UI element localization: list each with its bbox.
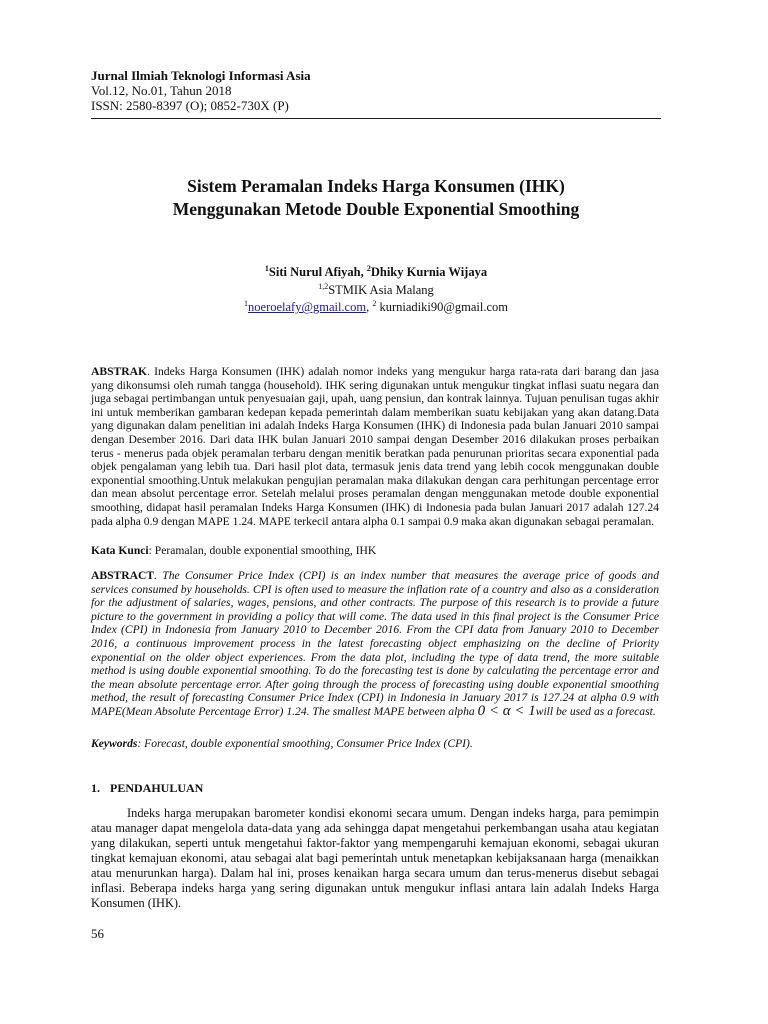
author-name-2: Dhiky Kurnia Wijaya [370,265,488,280]
email-2: kurniadiki90@gmail.com [376,300,508,315]
author-name-1: Siti Nurul Afiyah, [268,265,367,280]
journal-header [91,68,661,113]
paper-title [91,175,661,221]
keywords-label: Keywords [91,737,138,750]
section-title: PENDAHULUAN [110,781,204,795]
email-sup-1: 1 [244,299,249,309]
journal-issn: ISSN: 2580-8397 (O); 0852-730X (P) [91,98,289,113]
abstrak-text: . Indeks Harga Konsumen (IHK) adalah nomor indeks yang mengukur harga rata-rata dari barang dan jasa yang dikonsumsi oleh rumah tangga (household). IHK sering digunakan untuk mengukur tingkat inflasi suatu negara dan juga sebagai pertimbangan untuk penyesuaian gaji, upah, uang pensiun, dan kontrak lainnya. Tujuan penulisan tugas akhir ini untuk memberikan gambaran kedepan kepada pemerintah dalam memberikan suatu kebijakan yang akan datang.Data yang digunakan dalam penelitian ini adalah Indeks Harga Konsumen (IHK) di Indonesia pada bulan Januari 2010 sampai dengan Desember 2016. Dari data IHK bulan Januari 2010 sampai dengan Desember 2016 dilakukan proses perbaikan terus - menerus pada objek peramalan terbaru dengan menitik beratkan pada penurunan prioritas secara exponential pada objek pengalaman yang lebih tua. Dari hasil plot data, termasuk jenis data trend yang lebih cocok menggunakan double exponential smoothing.Untuk melakukan pengujian peramalan maka dilakukan dengan cara perhitungan percentage error dan mean absolut percentage error. Setelah melalui proses peramalan dengan menggunakan metode double exponential smoothing, didapat hasil peramalan Indeks Harga Konsumen (IHK) di Indonesia pada bulan Januari 2017 adalah 127.24 pada alpha 0.9 dengan MAPE 1.24. MAPE terkecil antara alpha 0.1 sampai 0.9 maka akan digunakan sebagai peramalan. [91,365,659,528]
title-line-2: Menggunakan Metode Double Exponential Smoothing [172,199,580,219]
affiliation [91,280,661,298]
title-line-1: Sistem Peramalan Indeks Harga Konsumen (IHK) [187,176,565,196]
email-link-1[interactable]: noeroelafy@gmail.com [248,300,367,315]
header-divider [91,118,661,119]
kata-kunci-text: : Peramalan, double exponential smoothing, IHK [148,544,377,557]
body-paragraph: Indeks harga merupakan barometer kondisi ekonomi secara umum. Dengan indeks harga, para pemimpin atau manager dapat mengelola data-data yang ada sehingga dapat mengetahui perkembangan usaha atau kegiatan yang dilakukan, seperti untuk mengetahui faktor-faktor yang mempengaruhi kemajuan ekonomi, sebagai ukuran tingkat kemajuan ekonomi, atau sebagai alat bagi pemerintah untuk menetapkan kebijaksanaan harga (menaikkan atau menurunkan harga). Dalam hal ini, proses kenaikan harga secara umum dan terus-menerus disebut sebagai inflasi. Beberapa indeks harga yang sering digunakan untuk mengukur inflasi antara lain adalah Indeks Harga Konsumen (IHK). [91,806,659,910]
abstract-paragraph [91,569,659,719]
alpha-range-formula: 0 < α < 1 [477,702,536,719]
keywords [91,737,659,751]
author-names [91,262,661,280]
abstract-label: ABSTRACT [91,569,155,582]
email-separator: , [366,300,373,315]
section-heading [91,781,203,795]
author-sup-2: 2 [366,264,371,273]
affiliation-sup: 1,2 [318,281,329,291]
journal-name: Jurnal Ilmiah Teknologi Informasi Asia [91,68,311,83]
author-block [91,262,661,315]
abstrak-label: ABSTRAK [91,365,148,378]
affiliation-name: STMIK Asia Malang [328,282,434,297]
keywords-text: : Forecast, double exponential smoothing, Consumer Price Index (CPI). [137,737,473,750]
kata-kunci [91,544,659,558]
journal-volume: Vol.12, No.01, Tahun 2018 [91,83,232,98]
kata-kunci-label: Kata Kunci [91,544,149,557]
author-sup-1: 1 [264,264,269,273]
section-number: 1. [91,781,100,795]
abstract-text-end: will be used as a forecast. [535,704,656,718]
author-emails [91,297,661,315]
abstract-text: . The Consumer Price Index (CPI) is an index number that measures the average price of goods and services consumed by households. CPI is often used to measure the inflation rate of a country and also as a consideration for the adjustment of salaries, wages, pensions, and other contracts. The purpose of this research is to provide a future picture to the government in providing a policy that will come. The data used in this final project is the Consumer Price Index (CPI) in Indonesia from January 2010 to December 2016. From the CPI data from January 2010 to December 2016, a continuous improvement process in the latest forecasting object emphasizing on the decline of Priority exponential on the older object experiences. From the data plot, including the type of data trend, the more suitable method is using double exponential smoothing. To do the forecasting test is done by calculating the percentage error and the mean absolute percentage error. After going through the process of forecasting using double exponential smoothing method, the result of forecasting Consumer Price Index (CPI) in Indonesia in January 2017 is 127.24 at alpha 0.9 with MAPE(Mean Absolute Percentage Error) 1.24. The smallest MAPE between alpha [91,569,659,718]
page-number: 56 [91,926,104,941]
email-sup-2: 2 [372,299,377,309]
abstrak-paragraph [91,365,659,528]
